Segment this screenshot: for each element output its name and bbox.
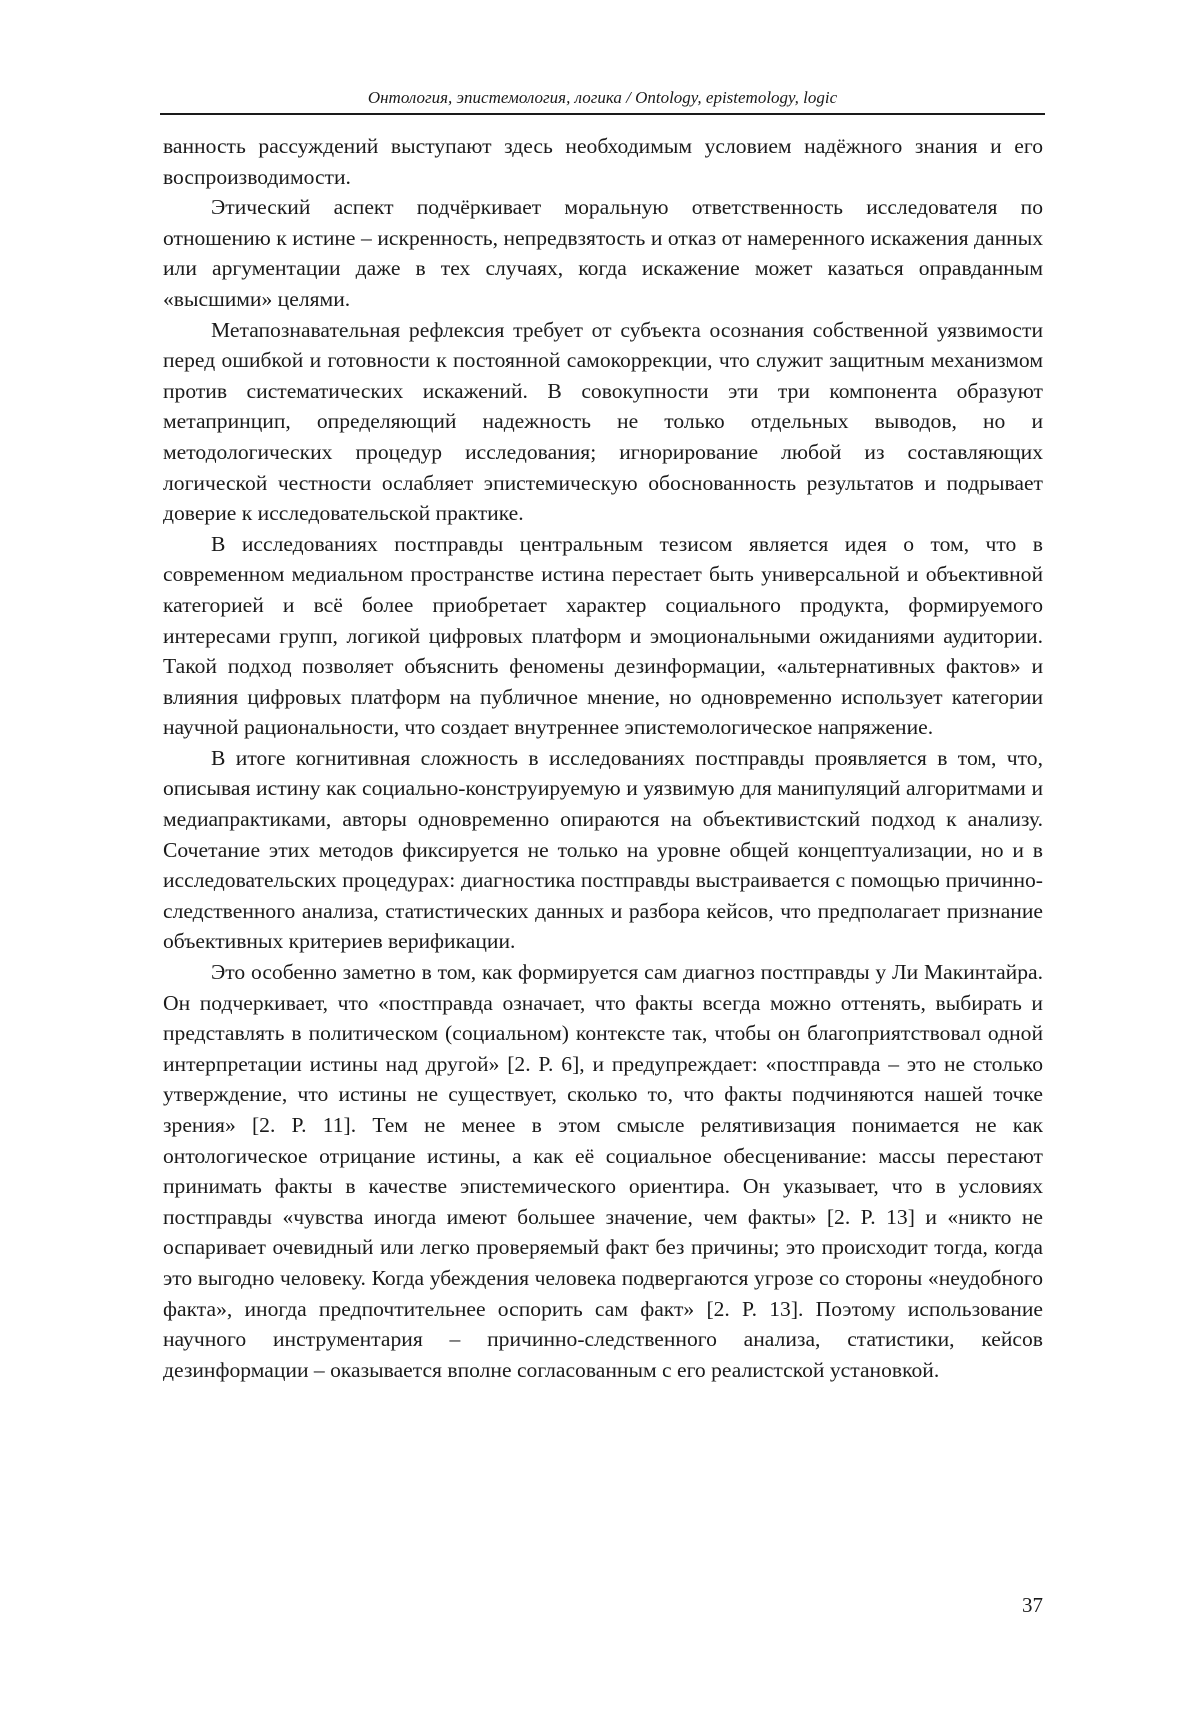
- paragraph: ванность рассуждений выступают здесь необходимым условием надёжного знания и его воспроизводимости.: [163, 134, 1043, 189]
- running-header: Онтология, эпистемология, логика / Ontology, epistemology, logic: [367, 88, 838, 107]
- header-divider: [160, 113, 1045, 115]
- paragraph: Метапознавательная рефлексия требует от субъекта осознания собственной уязвимости перед ошибкой и готовности к постоянной самокоррекции, что служит защитным механизмом против систематических искажений. В совокупности эти три компонента образуют метапринцип, определяющий надежность не только отдельных выводов, но и методологических процедур исследования; игнорирование любой из составляющих логической честности ослабляет эпистемическую обоснованность результатов и подрывает доверие к исследовательской практике.: [163, 317, 1043, 526]
- paragraph: В итоге когнитивная сложность в исследованиях постправды проявляется в том, что, описывая истину как социально-конструируемую и уязвимую для манипуляций алгоритмами и медиапрактиками, авторы одновременно опираются на объективистский подход к анализу. Сочетание этих методов фиксируется не только на уровне общей концептуализации, но и в исследовательских процедурах: диагностика постправды выстраивается с помощью причинно-следственного анализа, статистических данных и разбора кейсов, что предполагает признание объективных критериев верификации.: [163, 745, 1043, 954]
- paragraph: В исследованиях постправды центральным тезисом является идея о том, что в современном медиальном пространстве истина перестает быть универсальной и объективной категорией и всё более приобретает характер социального продукта, формируемого интересами групп, логикой цифровых платформ и эмоциональными ожиданиями аудитории. Такой подход позволяет объяснить феномены дезинформации, «альтернативных фактов» и влияния цифровых платформ на публичное мнение, но одновременно использует категории научной рациональности, что создает внутреннее эпистемологическое напряжение.: [163, 531, 1043, 740]
- page-number: 37: [1022, 1593, 1043, 1617]
- paragraph: Это особенно заметно в том, как формируется сам диагноз постправды у Ли Макинтайра. Он подчеркивает, что «постправда означает, что факты всегда можно оттенять, выбирать и представлять в политическом (социальном) контексте так, чтобы он благоприятствовал одной интерпретации истины над другой» [2. P. 6], и предупреждает: «постправда – это не столько утверждение, что истины не существует, сколько то, что факты подчиняются нашей точке зрения» [2. P. 11]. Тем не менее в этом смысле релятивизация понимается не как онтологическое отрицание истины, а как её социальное обесценивание: массы перестают принимать факты в качестве эпистемического ориентира. Он указывает, что в условиях постправды «чувства иногда имеют большее значение, чем факты» [2. P. 13] и «никто не оспаривает очевидный или легко проверяемый факт без причины; это происходит тогда, когда это выгодно человеку. Когда убеждения человека подвергаются угрозе со стороны «неудобного факта», иногда предпочтительнее оспорить сам факт» [2. P. 13]. Поэтому использование научного инструментария – причинно-следственного анализа, статистики, кейсов дезинформации – оказывается вполне согласованным с его реалистской установкой.: [163, 960, 1043, 1382]
- paragraph: Этический аспект подчёркивает моральную ответственность исследователя по отношению к истине – искренность, непредвзятость и отказ от намеренного искажения данных или аргументации даже в тех случаях, когда искажение может казаться оправданным «высшими» целями.: [163, 195, 1043, 311]
- body-text: [163, 131, 1043, 1385]
